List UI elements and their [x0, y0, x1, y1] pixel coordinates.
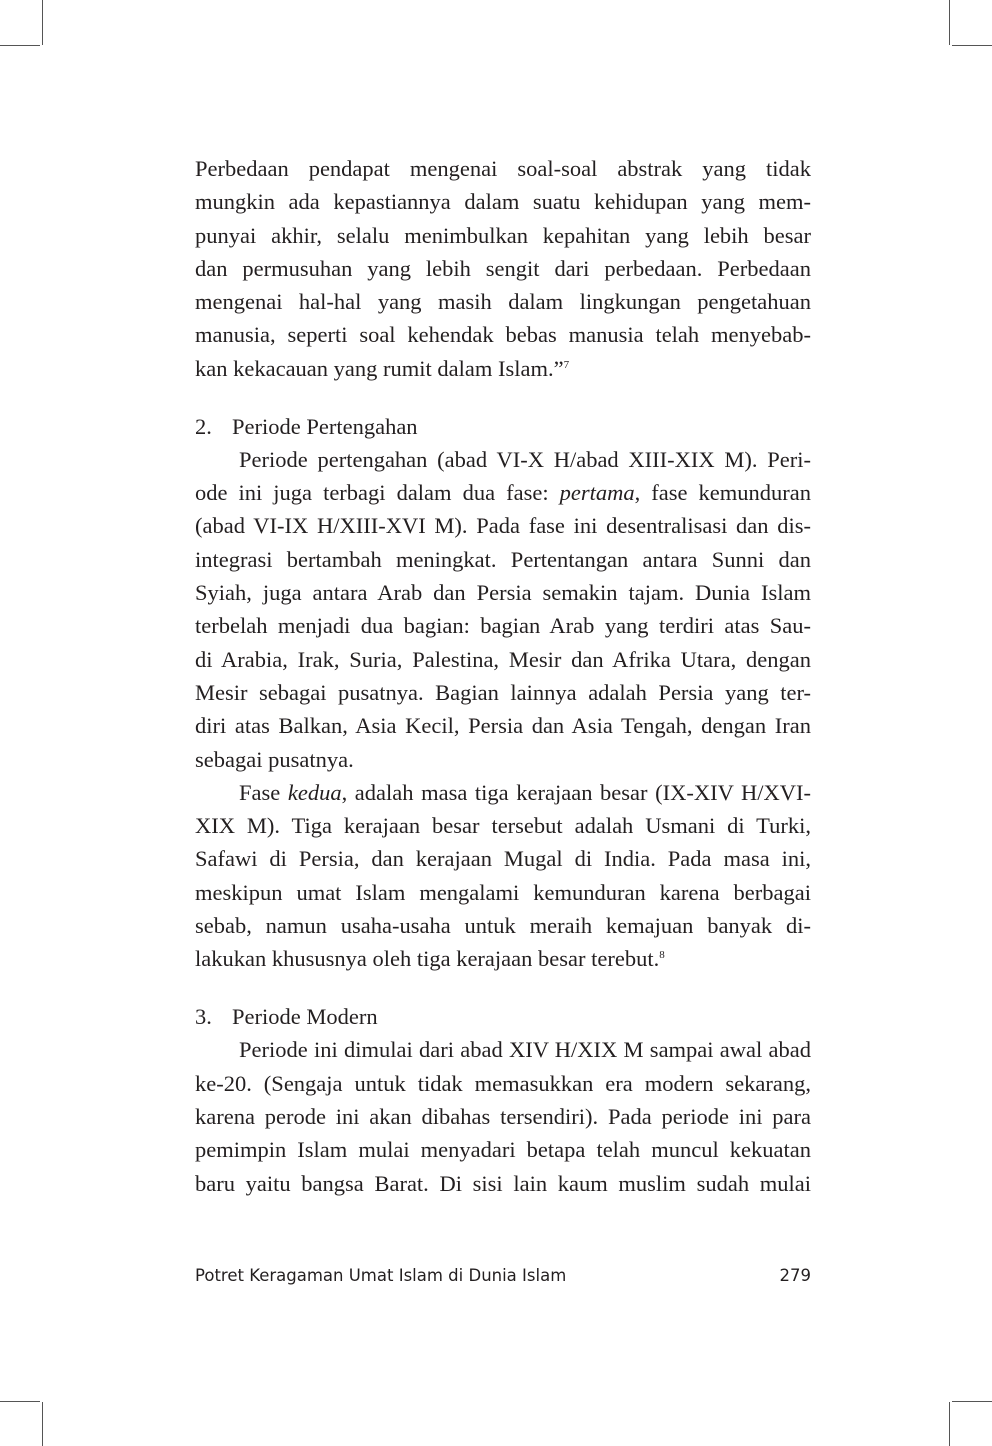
text-line — [195, 285, 811, 318]
section-title: Periode Modern — [232, 1004, 378, 1030]
crop-mark — [952, 1401, 992, 1402]
page-number: 279 — [779, 1266, 811, 1285]
crop-mark — [42, 0, 43, 45]
text-line — [195, 809, 811, 842]
text-run: meskipun umat Islam mengalami kemunduran karena berbagai — [195, 879, 811, 905]
text-run: XIX M). Tiga kerajaan besar tersebut adalah Usmani di Turki, — [195, 813, 811, 839]
text-run: lakukan khususnya oleh tiga kerajaan besar terebut. — [195, 946, 660, 972]
text-line — [195, 643, 811, 676]
crop-mark — [42, 1402, 43, 1446]
text-run: (abad VI-IX H/XIII-XVI M). Pada fase ini desentralisasi dan dis- — [195, 513, 811, 539]
text-line — [195, 1167, 811, 1200]
text-run: karena perode ini akan dibahas tersendiri). Pada periode ini para — [195, 1104, 811, 1130]
text-line — [195, 743, 811, 776]
emphasis: kedua — [287, 779, 342, 805]
section-title: Periode Pertengahan — [232, 413, 418, 439]
text-line — [195, 476, 811, 509]
paragraph — [195, 443, 811, 776]
spacer — [195, 976, 811, 1001]
text-line — [195, 676, 811, 709]
text-line — [195, 776, 811, 809]
text-run: sebab, namun usaha-usaha untuk meraih kemajuan banyak di- — [195, 913, 811, 939]
text-run: dan permusuhan yang lebih sengit dari perbedaan. Perbedaan — [195, 255, 811, 281]
text-line — [195, 942, 811, 975]
text-run: mungkin ada kepastiannya dalam suatu kehidupan yang mem- — [195, 189, 811, 215]
text-run: Syiah, juga antara Arab dan Persia semakin tajam. Dunia Islam — [195, 580, 811, 606]
crop-mark — [0, 45, 40, 46]
running-title: Potret Keragaman Umat Islam di Dunia Islam — [195, 1266, 567, 1285]
text-run: mengenai hal-hal yang masih dalam lingkungan pengetahuan — [195, 289, 811, 315]
text-line — [195, 709, 811, 742]
text-run: sebagai pusatnya. — [195, 746, 354, 772]
text-line — [195, 842, 811, 875]
text-run: Safawi di Persia, dan kerajaan Mugal di India. Pada masa ini, — [195, 846, 811, 872]
text-run: , adalah masa tiga kerajaan besar (IX-XIV H/XVI- — [341, 779, 811, 805]
footnote-ref: 7 — [563, 358, 570, 371]
section-heading — [195, 410, 811, 443]
text-run: Mesir sebagai pusatnya. Bagian lainnya adalah Persia yang ter- — [195, 679, 811, 705]
text-line — [195, 876, 811, 909]
text-line — [195, 543, 811, 576]
text-line — [195, 352, 811, 385]
text-run: di Arabia, Irak, Suria, Palestina, Mesir dan Afrika Utara, dengan — [195, 646, 811, 672]
text-run: Perbedaan pendapat mengenai soal-soal abstrak yang tidak — [195, 156, 811, 181]
text-line — [195, 252, 811, 285]
text-line — [195, 1033, 811, 1066]
text-run: ke-20. (Sengaja untuk tidak memasukkan era modern sekarang, — [195, 1070, 811, 1096]
text-run: manusia, seperti soal kehendak bebas manusia telah menyebab- — [195, 322, 811, 348]
crop-mark — [952, 45, 992, 46]
crop-mark — [0, 1401, 40, 1402]
text-run: ode ini juga terbagi dalam dua fase: — [195, 480, 560, 506]
section-heading — [195, 1000, 811, 1033]
text-line — [195, 576, 811, 609]
crop-mark — [949, 0, 950, 45]
text-run: baru yaitu bangsa Barat. Di sisi lain kaum muslim sudah mulai — [195, 1170, 811, 1196]
text-line — [195, 509, 811, 542]
text-line — [195, 152, 811, 185]
text-run: Periode ini dimulai dari abad XIV H/XIX M sampai awal abad — [239, 1037, 811, 1063]
text-line — [195, 318, 811, 351]
text-line — [195, 1133, 811, 1166]
text-line — [195, 1067, 811, 1100]
text-run: diri atas Balkan, Asia Kecil, Persia dan Asia Tengah, dengan Iran — [195, 713, 811, 739]
text-run: integrasi bertambah meningkat. Pertentangan antara Sunni dan — [195, 546, 811, 572]
footnote-ref: 8 — [659, 949, 665, 962]
body-text — [195, 152, 811, 1200]
crop-mark — [949, 1402, 950, 1446]
text-line — [195, 185, 811, 218]
text-line — [195, 1100, 811, 1133]
section-number: 3. — [195, 1004, 212, 1030]
text-line — [195, 609, 811, 642]
text-run: terbelah menjadi dua bagian: bagian Arab yang terdiri atas Sau- — [195, 613, 811, 639]
text-run: punyai akhir, selalu menimbulkan kepahitan yang lebih besar — [195, 222, 811, 248]
text-run: pemimpin Islam mulai menyadari betapa telah muncul kekuatan — [195, 1137, 811, 1163]
paragraph — [195, 776, 811, 976]
paragraph — [195, 1033, 811, 1199]
text-run: Periode pertengahan (abad VI-X H/abad XIII-XIX M). Peri- — [239, 446, 811, 472]
emphasis: pertama — [559, 480, 635, 506]
text-line — [195, 443, 811, 476]
spacer — [195, 385, 811, 410]
page-footer — [195, 1266, 811, 1285]
paragraph — [195, 152, 811, 385]
text-line — [195, 909, 811, 942]
text-run: , fase kemunduran — [634, 480, 811, 506]
text-run: kan kekacauan yang rumit dalam Islam.” — [195, 355, 564, 381]
text-run: Fase — [239, 779, 288, 805]
text-line — [195, 219, 811, 252]
section-number: 2. — [195, 413, 212, 439]
